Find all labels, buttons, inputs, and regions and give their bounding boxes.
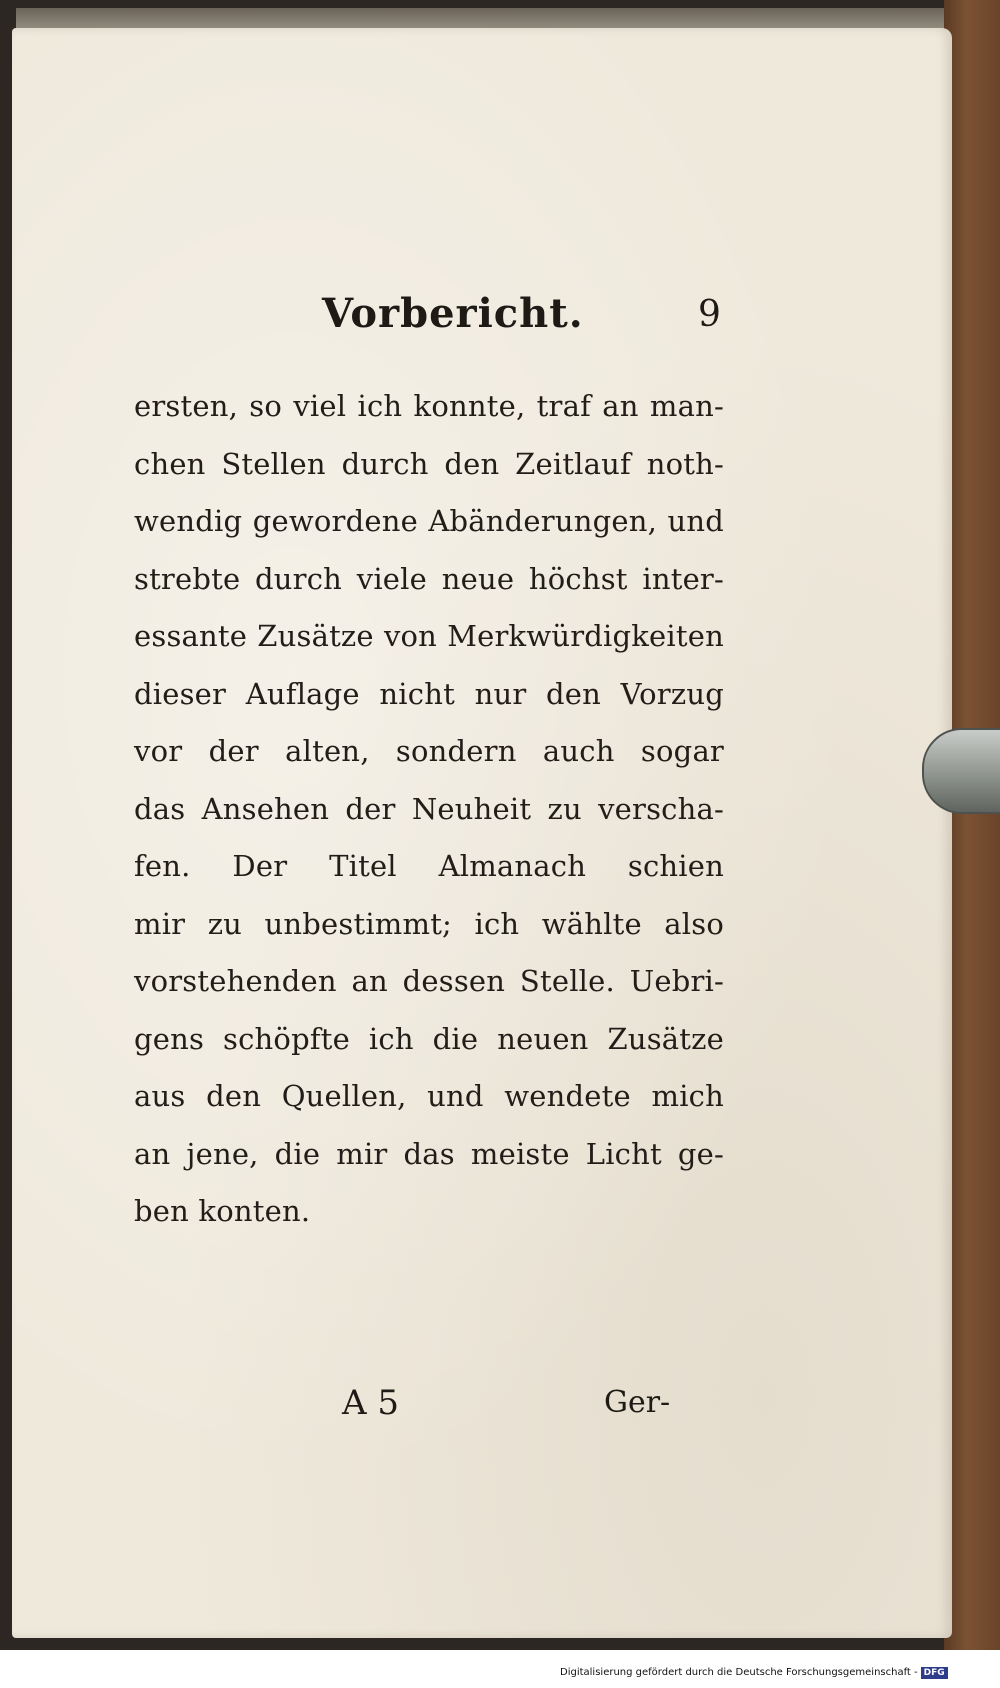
text-line: das Ansehen der Neuheit zu verscha- — [134, 791, 724, 826]
signature-mark: A 5 — [342, 1383, 399, 1423]
page-footer — [342, 1383, 732, 1433]
page-clip-tab — [922, 728, 1000, 814]
running-head: Vorbericht. — [322, 290, 584, 337]
book-page — [12, 28, 952, 1638]
credit-text: Digitalisierung gefördert durch die Deutsche Forschungsgemeinschaft - — [560, 1667, 918, 1678]
text-line: an jene, die mir das meiste Licht ge- — [134, 1136, 724, 1171]
page-header — [312, 290, 732, 350]
text-line: fen. Der Titel Almanach schien — [134, 849, 724, 883]
text-line: ersten, so viel ich konnte, traf an man- — [134, 389, 724, 423]
digitization-credit — [560, 1667, 948, 1679]
dfg-logo: DFG — [921, 1667, 948, 1679]
text-line: vor der alten, sondern auch sogar — [134, 734, 724, 768]
text-line: chen Stellen durch den Zeitlauf noth- — [134, 446, 724, 481]
body-text — [134, 378, 724, 1241]
text-line: strebte durch viele neue höchst inter- — [134, 561, 724, 596]
text-line: dieser Auflage nicht nur den Vorzug — [134, 676, 724, 711]
text-line: mir zu unbestimmt; ich wählte also — [134, 906, 724, 941]
text-line: vorstehenden an dessen Stelle. Uebri- — [134, 964, 724, 998]
catchword: Ger- — [604, 1385, 671, 1420]
page-number: 9 — [698, 294, 721, 335]
text-line: ben konten. — [134, 1194, 311, 1228]
text-line: gens schöpfte ich die neuen Zusätze — [134, 1021, 724, 1056]
text-line: wendig gewordene Abänderungen, und — [134, 504, 724, 538]
text-line: essante Zusätze von Merkwürdigkeiten — [134, 619, 724, 653]
text-line: aus den Quellen, und wendete mich — [134, 1079, 724, 1113]
book-cover-edge — [944, 0, 1000, 1650]
